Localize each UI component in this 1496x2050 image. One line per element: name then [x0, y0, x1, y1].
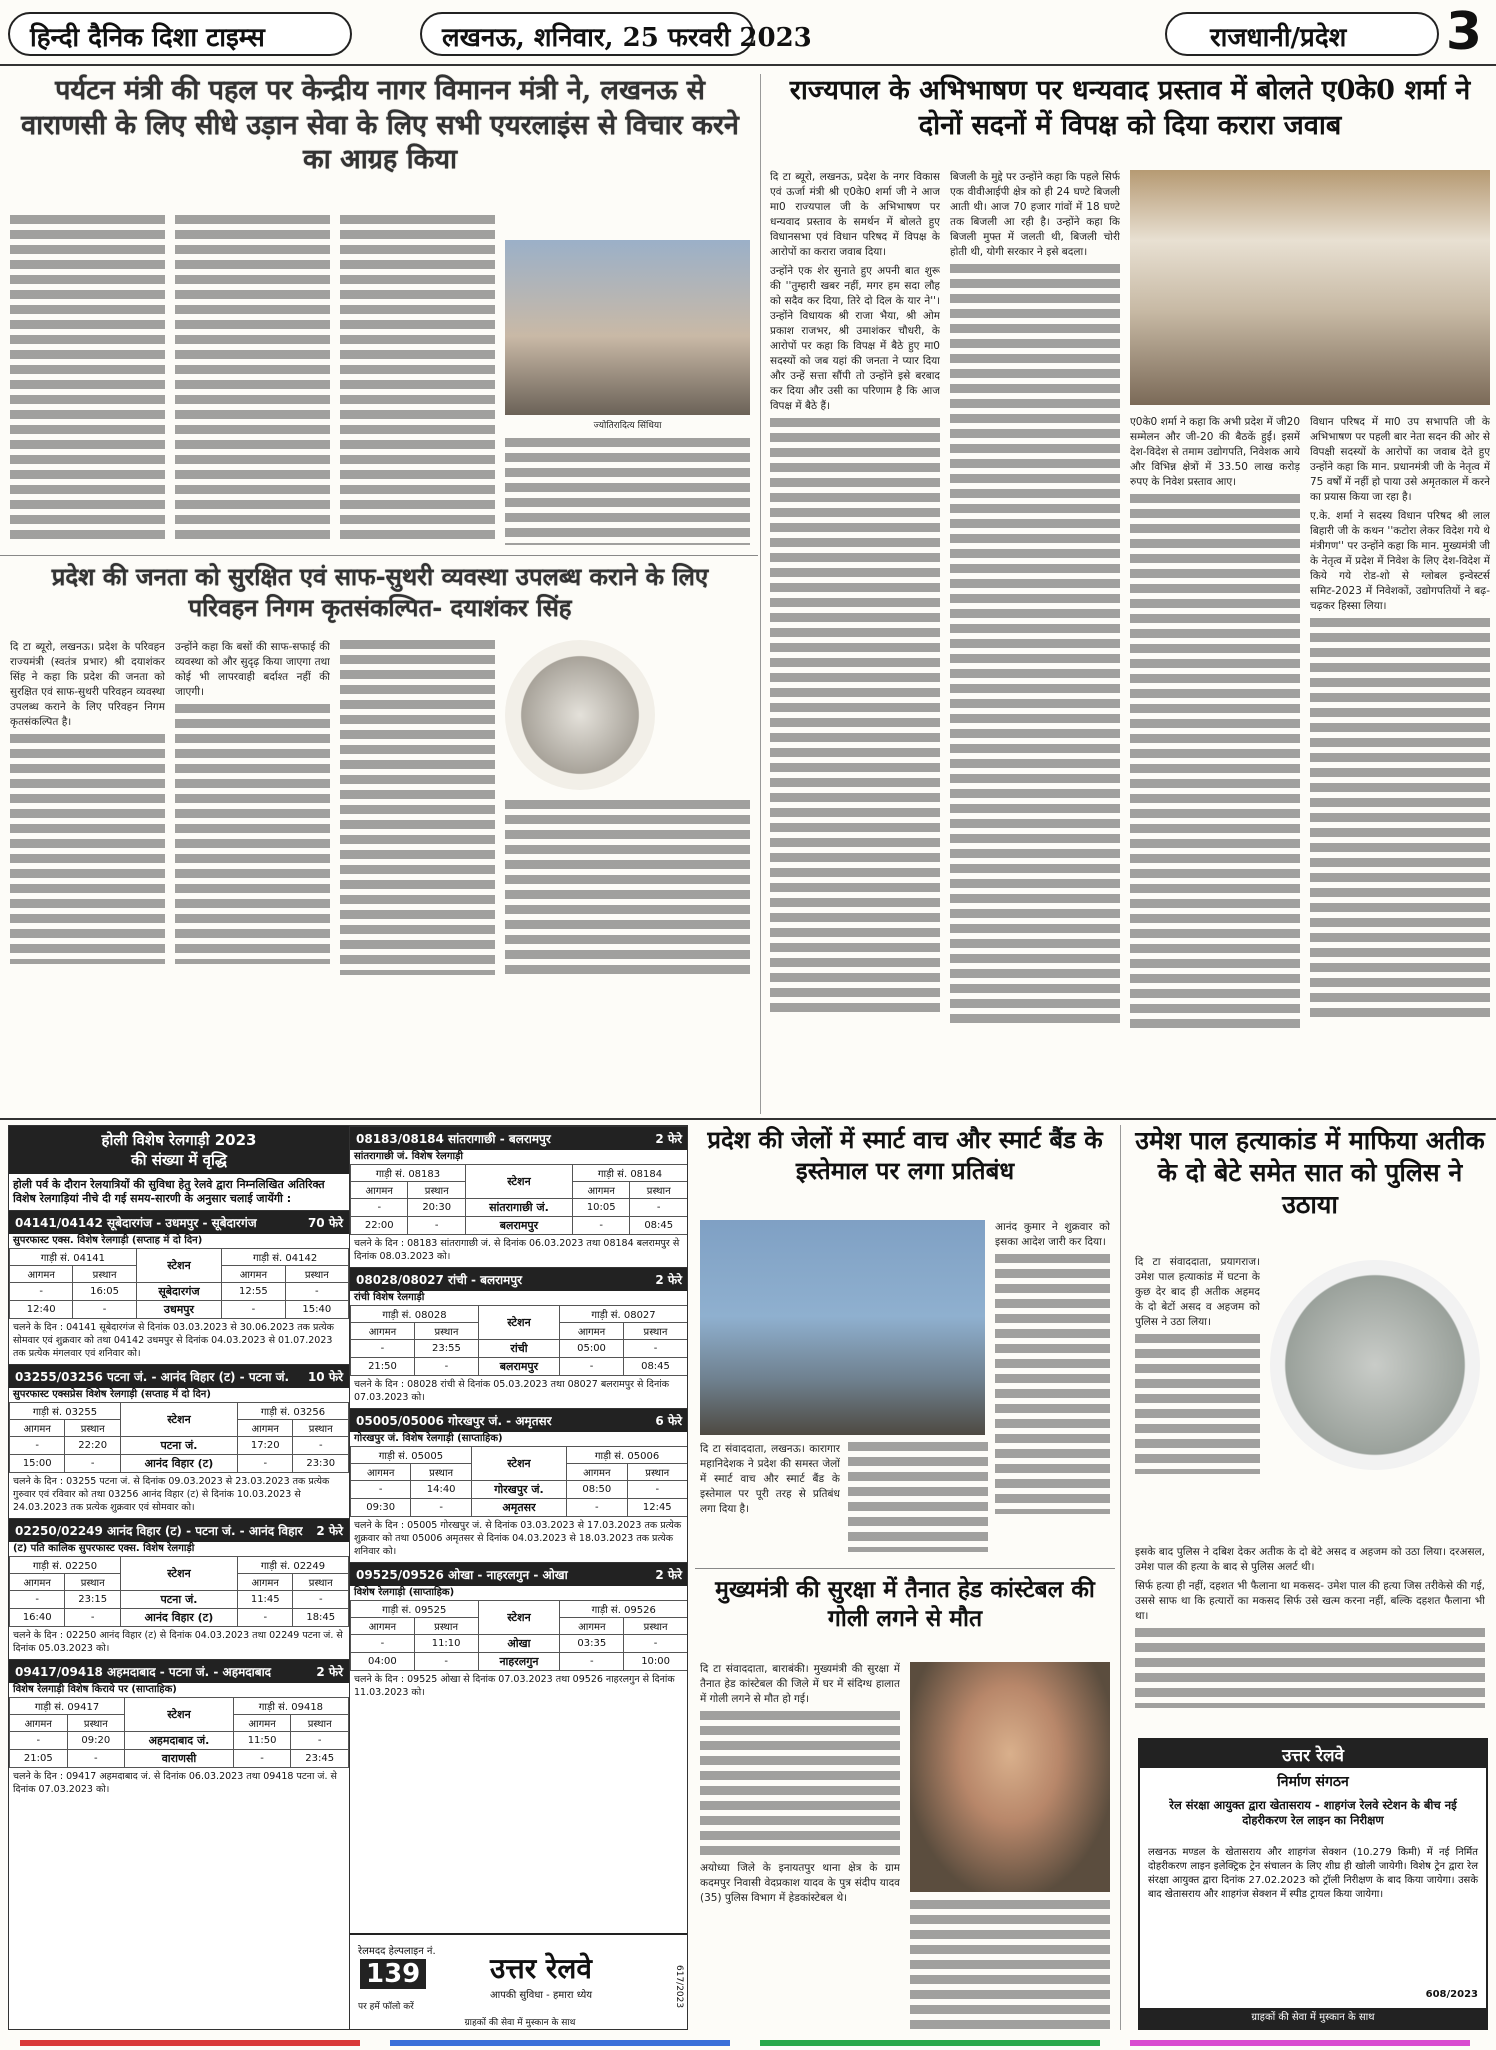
stripe-4	[1130, 2040, 1470, 2046]
to-station: अमृतसर	[471, 1499, 566, 1517]
dn-arr: 10:05	[572, 1199, 629, 1217]
umesh-headline: उमेश पाल हत्याकांड में माफिया अतीक के दो बेटे समेत सात को पुलिस ने उठाया	[1135, 1126, 1485, 1219]
train-no-down: गाड़ी सं. 09526	[560, 1601, 688, 1618]
train-no-up: गाड़ी सं. 08183	[351, 1165, 466, 1182]
dn-arr: 08:50	[567, 1481, 627, 1499]
constable-col-2	[910, 1900, 1110, 2030]
railway-ad-footer	[350, 1933, 688, 2030]
train-table	[350, 1446, 688, 1517]
train-title	[9, 1365, 349, 1388]
train-no-up: गाड़ी सं. 02250	[10, 1557, 121, 1574]
notice-org: उत्तर रेलवे	[1282, 1746, 1344, 1766]
train-no-up: गाड़ी सं. 04141	[10, 1249, 137, 1266]
railway-ad-header	[9, 1126, 349, 1174]
railway-brand: उत्तर रेलवे	[490, 1952, 592, 1985]
dep-header: प्रस्थान	[414, 1323, 478, 1340]
governor-para-3: ए0के0 शर्मा ने कहा कि अभी प्रदेश में जी20 सम्मेलन और जी-20 की बैठकें हुईं। इसमें देश-विदेश से तमाम उद्योगपति, निवेशक आये और विभिन्न क्षेत्रों में 33.50 लाख करोड़ रुपए के निवेश प्रस्ताव आए।	[1130, 416, 1300, 488]
train-title-text: 09525/09526 ओखा - नाहरलगुन - ओखा	[356, 1568, 568, 1582]
blank-cell: -	[624, 1635, 688, 1653]
blank-cell: -	[572, 1217, 629, 1235]
up-arr: 16:40	[10, 1609, 65, 1627]
aviation-photo-caption: ज्योतिरादित्य सिंधिया	[593, 421, 662, 431]
railway-ad-left	[9, 1126, 350, 2030]
dn-arr: 12:55	[222, 1283, 285, 1301]
train-sub: सुपरफास्ट एक्सप्रेस विशेष रेलगाड़ी (सप्ताह में दो दिन)	[13, 1389, 211, 1400]
from-station: अहमदाबाद जं.	[125, 1732, 234, 1750]
arr-header: आगमन	[10, 1266, 73, 1283]
train-no-down: गाड़ी सं. 04142	[222, 1249, 349, 1266]
transport-para-2: उन्होंने कहा कि बसों की साफ-सफाई की व्यवस्था को और सुदृढ़ किया जाएगा तथा कोई भी लापरवाही बर्दाश्त नहीं की जाएगी।	[175, 641, 330, 698]
blank-cell: -	[627, 1481, 687, 1499]
arr-header: आगमन	[572, 1182, 629, 1199]
aviation-col-1	[10, 215, 165, 545]
dn-dep: 23:30	[293, 1455, 349, 1473]
blank-cell: -	[351, 1481, 411, 1499]
up-dep: 23:55	[414, 1340, 478, 1358]
mid-page-rule	[0, 1118, 1496, 1120]
dep-header: प्रस्थान	[73, 1266, 136, 1283]
train-block	[9, 1659, 349, 1798]
blank-cell: -	[285, 1283, 348, 1301]
constable-headline: मुख्यमंत्री की सुरक्षा में तैनात हेड कांस्टेबल की गोली लगने से मौत	[715, 1576, 1095, 1633]
blank-cell: -	[65, 1609, 120, 1627]
dn-arr: 05:00	[560, 1340, 624, 1358]
constable-para-2: अयोध्या जिले के इनायतपुर थाना क्षेत्र के ग्राम कदमपुर निवासी वेदप्रकाश यादव के पुत्र संदीप यादव (35) पुलिस विभाग में हेडकांस्टेबल थे।	[700, 1862, 900, 1904]
transport-col-3	[340, 640, 495, 975]
blank-cell: -	[414, 1358, 478, 1376]
to-station: बलरामपुर	[465, 1217, 572, 1235]
umesh-col-1	[1135, 1255, 1260, 1535]
governor-col-4	[1310, 415, 1490, 1110]
masthead-rule	[0, 64, 1496, 66]
train-trips: 10 फेरे	[307, 1370, 343, 1384]
up-dep: 11:10	[414, 1635, 478, 1653]
train-trips: 2 फेरे	[316, 1665, 343, 1679]
dn-arr: 17:20	[238, 1437, 293, 1455]
train-trips: 2 फेरे	[655, 1273, 682, 1287]
train-title-text: 05005/05006 गोरखपुर जं. - अमृतसर	[356, 1414, 552, 1428]
dep-header: प्रस्थान	[630, 1182, 688, 1199]
dep-header: प्रस्थान	[67, 1715, 125, 1732]
blank-cell: -	[408, 1217, 465, 1235]
arr-header: आगमन	[351, 1182, 408, 1199]
dn-arr: 03:35	[560, 1635, 624, 1653]
blank-cell: -	[10, 1437, 65, 1455]
blank-cell: -	[293, 1437, 349, 1455]
up-dep: 09:20	[67, 1732, 125, 1750]
train-table	[9, 1402, 349, 1473]
train-trips: 2 फेरे	[655, 1132, 682, 1146]
dep-header: प्रस्थान	[65, 1574, 120, 1591]
constable-col-1	[700, 1662, 900, 2032]
train-no-down: गाड़ी सं. 08027	[560, 1306, 688, 1323]
transport-col-1	[10, 640, 165, 975]
train-block	[350, 1562, 688, 1701]
transport-col-1-fill	[10, 734, 165, 964]
train-trips: 70 फेरे	[307, 1216, 343, 1230]
from-station: गोरखपुर जं.	[471, 1481, 566, 1499]
blank-cell: -	[238, 1609, 293, 1627]
blank-cell: -	[291, 1732, 349, 1750]
jail-para-2: दि टा संवाददाता, लखनऊ। कारागार महानिदेशक ने प्रदेश की समस्त जेलों में स्मार्ट वाच और स्मार्ट बैंड के इस्तेमाल पर पूरी तरह से प्रतिबंध लगा दिया है।	[700, 1443, 840, 1515]
dn-dep: 08:45	[624, 1358, 688, 1376]
station-header: स्टेशन	[120, 1403, 237, 1437]
dateline: लखनऊ, शनिवार, 25 फरवरी 2023	[442, 23, 812, 53]
train-trips: 6 फेरे	[655, 1414, 682, 1428]
dn-dep: 08:45	[630, 1217, 688, 1235]
train-no-up: गाड़ी सं. 09417	[10, 1698, 125, 1715]
governor-col-1-fill	[770, 418, 940, 1018]
governor-col-2	[950, 170, 1120, 1110]
dn-arr: 11:45	[238, 1591, 293, 1609]
up-arr: 04:00	[351, 1653, 415, 1671]
aviation-col-2	[175, 215, 330, 545]
umesh-col-wide-fill	[1135, 1628, 1485, 1708]
constable-photo	[910, 1662, 1110, 1892]
helpline-number: 139	[360, 1959, 426, 1989]
arr-header: आगमन	[238, 1574, 293, 1591]
blank-cell: -	[560, 1358, 624, 1376]
train-title	[350, 1409, 688, 1432]
jail-col-2	[848, 1442, 988, 1552]
jail-col-1	[700, 1442, 840, 1562]
arr-header: आगमन	[222, 1266, 285, 1283]
train-title-text: 03255/03256 पटना जं. - आनंद विहार (ट) - पटना जं.	[15, 1370, 290, 1384]
governor-para-5: ए.के. शर्मा ने सदस्य विधान परिषद श्री लाल बिहारी जी के कथन ''कटोरा लेकर विदेश गये थे मंत्रीगण'' पर उन्होंने कहा कि मान. मुख्यमंत्री जी के नेतृत्व में प्रदेश में निवेश के लिए देश-विदेश में किये गये रोड-शो से ग्लोबल इन्वेस्टर्स समिट-2023 में निवेशकों, उद्योगपतियों ने बढ़-चढ़कर हिस्सा लिया।	[1310, 510, 1490, 612]
station-header: स्टेशन	[136, 1249, 221, 1283]
railway-service-line: ग्राहकों की सेवा में मुस्कान के साथ	[464, 2018, 576, 2028]
train-days: चलने के दिन : 08028 रांची से दिनांक 05.03.2023 तथा 08027 बलरामपुर से दिनांक 07.03.2023 को।	[354, 1379, 669, 1403]
governor-para-1: उन्होंने एक शेर सुनाते हुए अपनी बात शुरू की ''तुम्हारी खबर नहीं, मगर हम सदा लौह को सदैव कर दिया, तिरे दो दिल के यार ने''। उन्होंने विधायक श्री राजा भैया, श्री ओम प्रकाश राजभर, श्री उमाशंकर चौधरी, के आरोपों पर कहा कि विपक्ष में बैठे हुए मा0 सदस्यों को जब यहां की जनता ने प्यार दिया और उन्हें सत्ता सौंपी तो उन्होंने इसे बरबाद कर दिया और उसी का परिणाम है कि आज विपक्ष में बैठे हैं।	[770, 265, 940, 412]
train-table	[9, 1697, 349, 1768]
paper-name: हिन्दी दैनिक दिशा टाइम्स	[30, 23, 265, 53]
railway-header-top: होली विशेष रेलगाड़ी 2023	[101, 1131, 257, 1149]
railway-ad	[8, 1125, 688, 2030]
train-sub: रांची विशेष रेलगाड़ी	[354, 1292, 425, 1303]
center-column-rule	[760, 74, 761, 1114]
arr-header: आगमन	[10, 1420, 65, 1437]
dep-header: प्रस्थान	[291, 1715, 349, 1732]
umesh-para-2: इसके बाद पुलिस ने दबिश देकर अतीक के दो बेटे असद व अहजम को उठा लिया। दरअसल, उमेश पाल की हत्या के बाद से पुलिस अलर्ट थी।	[1135, 1546, 1485, 1573]
rail-notice	[1138, 1738, 1488, 2030]
arr-header: आगमन	[238, 1420, 293, 1437]
blank-cell: -	[10, 1591, 65, 1609]
train-sub: सांतरागाछी जं. विशेष रेलगाड़ी	[354, 1151, 463, 1162]
blank-cell: -	[10, 1732, 68, 1750]
dn-dep: 10:00	[624, 1653, 688, 1671]
station-header: स्टेशन	[478, 1306, 559, 1340]
railway-ad-right	[350, 1126, 688, 2030]
to-station: उधमपुर	[136, 1301, 221, 1319]
dep-header: प्रस्थान	[624, 1618, 688, 1635]
dep-header: प्रस्थान	[414, 1618, 478, 1635]
section-label: राजधानी/प्रदेश	[1210, 23, 1347, 53]
blank-cell: -	[560, 1653, 624, 1671]
train-block	[9, 1364, 349, 1516]
arr-header: आगमन	[351, 1323, 415, 1340]
blank-cell: -	[10, 1283, 73, 1301]
rule-aviation	[0, 555, 758, 556]
station-header: स्टेशन	[125, 1698, 234, 1732]
jail-headline: प्रदेश की जेलों में स्मार्ट वाच और स्मार्ट बैंड के इस्तेमाल पर लगा प्रतिबंध	[707, 1125, 1103, 1185]
train-table	[350, 1164, 688, 1235]
governor-col-3-fill	[1130, 494, 1300, 1034]
transport-col-2	[175, 640, 330, 975]
train-days: चलने के दिन : 04141 सूबेदारगंज से दिनांक 03.03.2023 से 30.06.2023 तक प्रत्येक सोमवार एवं शुक्रवार को तथा 04142 उधमपुर से दिनांक 04.03.2023 से 01.07.2023 तक प्रत्येक मंगलवार एवं शनिवार को।	[13, 1322, 334, 1359]
train-days: चलने के दिन : 09417 अहमदाबाद जं. से दिनांक 06.03.2023 तथा 09418 पटना जं. से दिनांक 07.03.2023 को।	[13, 1771, 337, 1795]
train-table	[9, 1248, 349, 1319]
from-station: सांतरागाछी जं.	[465, 1199, 572, 1217]
up-arr: 12:40	[10, 1301, 73, 1319]
arr-header: आगमन	[10, 1715, 68, 1732]
stripe-1	[20, 2040, 360, 2046]
notice-body: लखनऊ मण्डल के खेतासराय और शाहगंज सेक्शन (10.279 किमी) में नई निर्मित दोहरीकरण लाइन इलेक्ट्रिक ट्रेन संचालन के लिए शीघ्र ही खोली जायेगी। विशेष ट्रेन द्वारा रेल संरक्षा आयुक्त द्वारा दिनांक 27.02.2023 को ट्रॉली निरीक्षण के बाद किया जायेगा। उसके बाद खेतासराय और शाहगंज सेक्शन में स्पीड ट्रायल किया जायेगा।	[1148, 1847, 1478, 1900]
blank-cell: -	[411, 1499, 471, 1517]
train-title-text: 09417/09418 अहमदाबाद - पटना जं. - अहमदाबाद	[15, 1665, 272, 1679]
notice-code: 608/2023	[1425, 1989, 1478, 2000]
governor-para-4: विधान परिषद में मा0 उप सभापति जी के अभिभाषण पर पहली बार नेता सदन की ओर से विपक्षी सदस्यों के आरोपों का जवाब देते हुए उन्होंने कहा कि मान. प्रधानमंत्री जी के नेतृत्व में 75 वर्षों में नहीं हो पाया उसे अमृतकाल में करने का प्रयास किया जा रहा है।	[1310, 416, 1490, 503]
dep-header: प्रस्थान	[285, 1266, 348, 1283]
aviation-photo	[505, 240, 750, 415]
train-title-text: 08183/08184 सांतरागाछी - बलरामपुर	[356, 1132, 551, 1146]
train-no-down: गाड़ी सं. 05006	[567, 1447, 688, 1464]
from-station: पटना जं.	[120, 1591, 237, 1609]
to-station: आनंद विहार (ट)	[120, 1455, 237, 1473]
jail-col-side	[995, 1220, 1110, 1550]
train-days: चलने के दिन : 03255 पटना जं. से दिनांक 09.03.2023 से 23.03.2023 तक प्रत्येक गुरुवार एवं रविवार को तथा 03256 आनंद विहार (ट) से दिनांक 10.03.2023 से 24.03.2023 तक प्रत्येक शुक्रवार एवं सोमवार को।	[13, 1476, 330, 1513]
railway-intro: होली पर्व के दौरान रेलयात्रियों की सुविधा हेतु रेलवे द्वारा निम्नलिखित अतिरिक्त विशेष रेलगाड़ियां नीचे दी गई समय-सारणी के अनुसार चलाई जायेंगी :	[13, 1178, 325, 1205]
train-sub: (ट) पति कालिक सुपरफास्ट एक्स. विशेष रेलगाड़ी	[13, 1543, 195, 1554]
dn-arr: 11:50	[233, 1732, 291, 1750]
dep-header: प्रस्थान	[411, 1464, 471, 1481]
up-arr: 21:05	[10, 1750, 68, 1768]
train-sub: विशेष रेलगाड़ी (साप्ताहिक)	[354, 1587, 455, 1598]
train-title-text: 02250/02249 आनंद विहार (ट) - पटना जं. - आनंद विहार	[15, 1524, 303, 1538]
train-days: चलने के दिन : 09525 ओखा से दिनांक 07.03.2023 तथा 09526 नाहरलगुन से दिनांक 11.03.2023 को।	[354, 1674, 675, 1698]
notice-dept: निर्माण संगठन	[1277, 1774, 1349, 1790]
helpline-label: रेलमदद हेल्पलाइन नं.	[358, 1946, 436, 1957]
blank-cell: -	[630, 1199, 688, 1217]
train-title-text: 04141/04142 सूबेदारगंज - उधमपुर - सूबेदारगंज	[15, 1216, 257, 1230]
blank-cell: -	[351, 1199, 408, 1217]
train-table	[9, 1556, 349, 1627]
station-header: स्टेशन	[478, 1601, 560, 1635]
train-days: चलने के दिन : 02250 आनंद विहार (ट) से दिनांक 04.03.2023 तथा 02249 पटना जं. से दिनांक 05.03.2023 को।	[13, 1630, 343, 1654]
constable-para-1: दि टा संवाददाता, बाराबंकी। मुख्यमंत्री की सुरक्षा में तैनात हेड कांस्टेबल की जिले में घर में संदिग्ध हालात में गोली लगने से मौत हो गई।	[700, 1663, 900, 1705]
arr-header: आगमन	[233, 1715, 291, 1732]
train-no-down: गाड़ी सं. 08184	[572, 1165, 687, 1182]
blank-cell: -	[351, 1635, 415, 1653]
to-station: आनंद विहार (ट)	[120, 1609, 237, 1627]
governor-col-2-fill	[950, 264, 1120, 1024]
train-no-up: गाड़ी सं. 03255	[10, 1403, 121, 1420]
transport-col-4	[505, 800, 750, 975]
train-title	[9, 1660, 349, 1683]
jail-col-side-fill	[995, 1254, 1110, 1514]
railway-train-list-left	[9, 1210, 349, 1798]
train-days: चलने के दिन : 05005 गोरखपुर जं. से दिनांक 03.03.2023 से 17.03.2023 तक प्रत्येक शुक्रवार को तथा 05006 अमृतसर से दिनांक 04.03.2023 से 18.03.2023 तक प्रत्येक शनिवार को।	[354, 1520, 682, 1557]
aviation-col-3	[340, 215, 495, 545]
arr-header: आगमन	[10, 1574, 65, 1591]
railway-ad-code: 617/2023	[674, 1965, 684, 2009]
up-dep: 23:15	[65, 1591, 120, 1609]
blank-cell: -	[351, 1340, 415, 1358]
from-station: ओखा	[478, 1635, 560, 1653]
station-header: स्टेशन	[465, 1165, 572, 1199]
governor-col-1	[770, 170, 940, 1110]
follow-label: पर हमें फॉलो करें	[358, 2002, 414, 2012]
transport-para-1: दि टा ब्यूरो, लखनऊ। प्रदेश के परिवहन राज्यमंत्री (स्वतंत्र प्रभार) श्री दयाशंकर सिंह ने कहा कि प्रदेश की जनता को सुरक्षित एवं साफ-सुथरी परिवहन व्यवस्था उपलब्ध कराने के लिए परिवहन निगम कृतसंकल्पित है।	[10, 641, 165, 728]
dn-dep: 23:45	[291, 1750, 349, 1768]
train-no-down: गाड़ी सं. 03256	[238, 1403, 349, 1420]
aviation-headline: पर्यटन मंत्री की पहल पर केन्द्रीय नागर विमानन मंत्री ने, लखनऊ से वाराणसी के लिए सीधे उड़ान सेवा के लिए सभी एयरलाइंस से विचार करने का आग्रह किया	[21, 75, 739, 176]
train-table	[350, 1600, 688, 1671]
train-trips: 2 फेरे	[316, 1524, 343, 1538]
up-arr: 22:00	[351, 1217, 408, 1235]
masthead	[0, 0, 1496, 62]
dep-header: प्रस्थान	[408, 1182, 465, 1199]
umesh-para-3: सिर्फ हत्या ही नहीं, दहशत भी फैलाना था मकसद- उमेश पाल की हत्या जिस तरीकेसे की गई, उससे साफ था कि हत्यारों का मकसद सिर्फ उसे खत्म करना नहीं, बल्कि दहशत फैलाना भी था।	[1135, 1580, 1485, 1622]
to-station: वाराणसी	[125, 1750, 234, 1768]
governor-para-2: बिजली के मुद्दे पर उन्होंने कहा कि पहले सिर्फ एक वीवीआईपी क्षेत्र को ही 24 घण्टे बिजली आती थी। आज 70 हजार गांवों में 18 घण्टे तक बिजली आ रही है। उन्होंने कहा कि बिजली मुफ्त में जलती थी, बिजली चोरी होती थी, योगी सरकार ने इसे बदला।	[950, 171, 1120, 258]
to-station: बलरामपुर	[478, 1358, 559, 1376]
blank-cell: -	[414, 1653, 478, 1671]
governor-lead: दि टा ब्यूरो, लखनऊ, प्रदेश के नगर विकास एवं ऊर्जा मंत्री श्री ए0के0 शर्मा जी ने आज मा0 राज्यपाल जी के अभिभाषण पर धन्यवाद प्रस्ताव के समर्थन में बोलते हुए विधानसभा एवं विधान परिषद में विपक्ष के आरोपों का करारा जवाब दिया।	[770, 171, 940, 258]
train-table	[350, 1305, 688, 1376]
governor-col-4-fill	[1310, 618, 1490, 1018]
transport-photo	[505, 640, 655, 790]
train-no-down: गाड़ी सं. 02249	[238, 1557, 349, 1574]
transport-headline: प्रदेश की जनता को सुरक्षित एवं साफ-सुथरी व्यवस्था उपलब्ध कराने के लिए परिवहन निगम कृतसंकल्पित- दयाशंकर सिंह	[51, 562, 709, 622]
umesh-col-wide	[1135, 1545, 1485, 1730]
blank-cell: -	[567, 1499, 627, 1517]
stripe-2	[390, 2040, 730, 2046]
train-no-up: गाड़ी सं. 09525	[351, 1601, 479, 1618]
train-no-down: गाड़ी सं. 09418	[233, 1698, 348, 1715]
arr-header: आगमन	[567, 1464, 627, 1481]
train-title	[9, 1211, 349, 1234]
dn-dep: 12:45	[627, 1499, 687, 1517]
station-header: स्टेशन	[120, 1557, 237, 1591]
arr-header: आगमन	[351, 1618, 415, 1635]
train-sub: विशेष रेलगाड़ी विशेष किराये पर (साप्ताहिक)	[13, 1684, 177, 1695]
train-block	[350, 1126, 688, 1265]
blank-cell: -	[624, 1340, 688, 1358]
umesh-cctv-photo	[1270, 1260, 1480, 1470]
from-station: सूबेदारगंज	[136, 1283, 221, 1301]
dep-header: प्रस्थान	[627, 1464, 687, 1481]
blank-cell: -	[238, 1455, 293, 1473]
train-block	[9, 1518, 349, 1657]
dep-header: प्रस्थान	[65, 1420, 120, 1437]
train-title	[350, 1563, 688, 1586]
station-header: स्टेशन	[471, 1447, 566, 1481]
train-block	[350, 1267, 688, 1406]
train-sub: गोरखपुर जं. विशेष रेलगाड़ी (साप्ताहिक)	[354, 1433, 503, 1444]
arr-header: आगमन	[560, 1618, 624, 1635]
train-title-text: 08028/08027 रांची - बलरामपुर	[356, 1273, 523, 1287]
jail-para-1: आनंद कुमार ने शुक्रवार को इसका आदेश जारी कर दिया।	[995, 1221, 1110, 1248]
railway-header-sub: की संख्या में वृद्धि	[131, 1151, 227, 1169]
governor-headline: राज्यपाल के अभिभाषण पर धन्यवाद प्रस्ताव में बोलते ए0के0 शर्मा ने दोनों सदनों में विपक्ष को दिया करारा जवाब	[789, 75, 1471, 141]
train-days: चलने के दिन : 08183 सांतरागाछी जं. से दिनांक 06.03.2023 तथा 08184 बलरामपुर से दिनांक 08.03.2023 को।	[354, 1238, 680, 1262]
jail-photo	[700, 1220, 985, 1435]
transport-col-2-fill	[175, 704, 330, 964]
stripe-3	[760, 2040, 1100, 2046]
up-dep: 22:20	[65, 1437, 120, 1455]
governor-col-3	[1130, 415, 1300, 1110]
up-arr: 09:30	[351, 1499, 411, 1517]
railway-train-list-right	[350, 1126, 688, 1701]
blank-cell: -	[65, 1455, 120, 1473]
railway-tagline: आपकी सुविधा - हमारा ध्येय	[490, 1990, 593, 2001]
constable-col-1-fill	[700, 1711, 900, 1861]
blank-cell: -	[293, 1591, 349, 1609]
up-dep: 14:40	[411, 1481, 471, 1499]
page-number: 3	[1445, 2, 1482, 62]
right-bottom-rule	[1120, 1125, 1121, 2030]
dep-header: प्रस्थान	[624, 1323, 688, 1340]
governor-photo	[1130, 170, 1490, 405]
notice-title: रेल संरक्षा आयुक्त द्वारा खेतासराय - शाहगंज रेलवे स्टेशन के बीच नई दोहरीकरण रेल लाइन का निरीक्षण	[1169, 1798, 1457, 1827]
from-station: रांची	[478, 1340, 559, 1358]
rule-jail	[695, 1568, 1115, 1569]
dep-header: प्रस्थान	[293, 1420, 349, 1437]
train-trips: 2 फेरे	[655, 1568, 682, 1582]
up-dep: 16:05	[73, 1283, 136, 1301]
blank-cell: -	[67, 1750, 125, 1768]
blank-cell: -	[233, 1750, 291, 1768]
to-station: नाहरलगुन	[478, 1653, 560, 1671]
train-title	[350, 1268, 688, 1291]
train-sub: सुपरफास्ट एक्स. विशेष रेलगाड़ी (सप्ताह में दो दिन)	[13, 1235, 203, 1246]
train-title	[350, 1127, 688, 1150]
train-block	[350, 1408, 688, 1560]
umesh-para-1: दि टा संवाददाता, प्रयागराज। उमेश पाल हत्याकांड में घटना के कुछ देर बाद ही अतीक अहमद के दो बेटों असद व अहजम को पुलिस ने उठा लिया।	[1135, 1256, 1260, 1328]
dn-dep: 15:40	[285, 1301, 348, 1319]
train-no-up: गाड़ी सं. 08028	[351, 1306, 479, 1323]
umesh-col-1-fill	[1135, 1334, 1260, 1474]
dep-header: प्रस्थान	[293, 1574, 349, 1591]
up-arr: 21:50	[351, 1358, 415, 1376]
aviation-col-4	[505, 438, 750, 545]
train-no-up: गाड़ी सं. 05005	[351, 1447, 472, 1464]
up-dep: 20:30	[408, 1199, 465, 1217]
train-block	[9, 1210, 349, 1362]
blank-cell: -	[73, 1301, 136, 1319]
dn-dep: 18:45	[293, 1609, 349, 1627]
arr-header: आगमन	[351, 1464, 411, 1481]
arr-header: आगमन	[560, 1323, 624, 1340]
blank-cell: -	[222, 1301, 285, 1319]
from-station: पटना जं.	[120, 1437, 237, 1455]
train-title	[9, 1519, 349, 1542]
notice-footer: ग्राहकों की सेवा में मुस्कान के साथ	[1140, 2008, 1486, 2028]
up-arr: 15:00	[10, 1455, 65, 1473]
